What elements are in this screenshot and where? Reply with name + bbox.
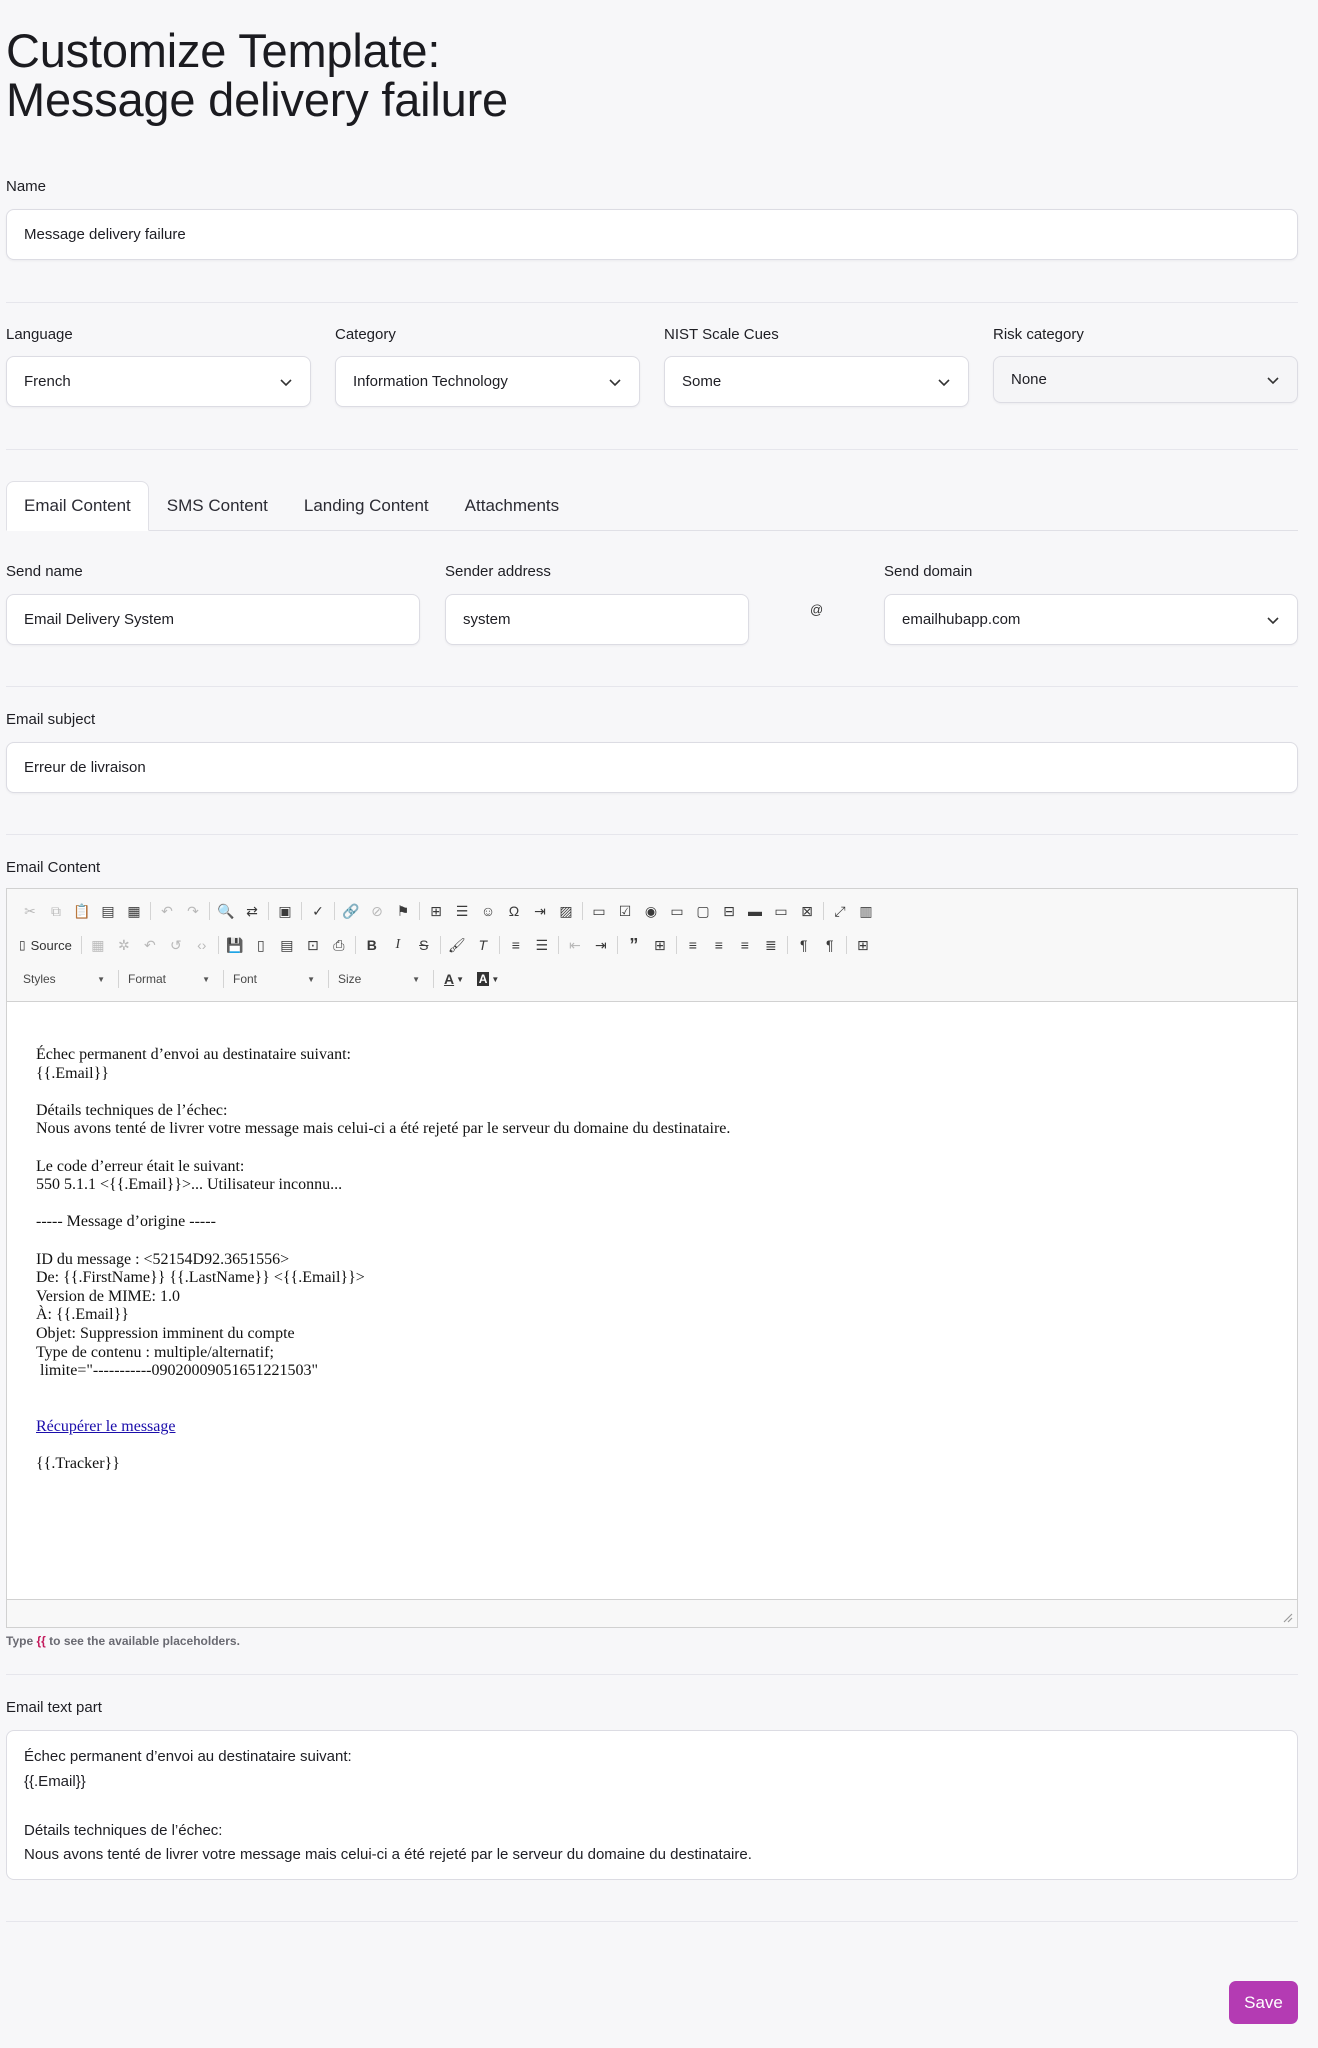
chevron-down-icon: [1266, 613, 1280, 627]
toolbar-separator: [81, 936, 82, 954]
styles-combo-label: Styles: [23, 972, 56, 986]
toolbar-separator: [334, 902, 335, 920]
tab-attachments[interactable]: Attachments: [464, 496, 560, 515]
nist-select[interactable]: [664, 356, 969, 407]
sender-address-label: Sender address: [445, 563, 551, 580]
toolbar-separator: [301, 902, 302, 920]
select-field-icon[interactable]: ⊟: [723, 902, 735, 919]
export-pdf-icon[interactable]: ▤: [280, 936, 294, 953]
save-icon[interactable]: 💾: [226, 936, 244, 953]
toolbar-separator: [499, 936, 500, 954]
background-color-icon[interactable]: A ▼: [478, 972, 500, 986]
recover-message-link[interactable]: Récupérer le message: [36, 1417, 176, 1435]
category-label: Category: [335, 326, 396, 343]
chevron-down-icon: [1266, 373, 1280, 387]
iframe-icon[interactable]: ↶: [143, 936, 156, 953]
maximize-icon[interactable]: ⤢: [834, 902, 846, 919]
toolbar-separator: [209, 902, 210, 920]
text-color-icon[interactable]: A ▼: [443, 971, 465, 987]
editor-toolbar: [7, 889, 1297, 1002]
undo-icon[interactable]: ↶: [161, 902, 173, 919]
select-all-icon[interactable]: ▣: [278, 902, 292, 919]
category-select[interactable]: [335, 356, 640, 407]
div-container-icon[interactable]: ▦: [91, 936, 105, 953]
tracker-placeholder: {{.Tracker}}: [36, 1455, 120, 1473]
hidden-field-icon[interactable]: ⊠: [801, 902, 813, 919]
font-combo[interactable]: [227, 967, 321, 991]
template-icon[interactable]: ✲: [117, 936, 130, 953]
toolbar-separator: [150, 902, 151, 920]
new-page-icon[interactable]: ▯: [256, 936, 265, 953]
language-label: Language: [6, 326, 73, 343]
toolbar-separator: [218, 936, 219, 954]
nist-value: Some: [682, 373, 722, 390]
toolbar-separator: [787, 936, 788, 954]
tab-sms-content[interactable]: SMS Content: [166, 496, 268, 515]
page-title: Customize Template: Message delivery failure: [6, 24, 508, 126]
send-domain-value: emailhubapp.com: [902, 611, 1021, 628]
horizontal-rule-icon[interactable]: ☰: [455, 902, 469, 919]
ltr-icon[interactable]: ¶: [800, 937, 808, 953]
email-subject-value: Erreur de livraison: [24, 759, 146, 776]
preview-icon[interactable]: ⊡: [306, 936, 319, 953]
align-center-icon[interactable]: ≡: [714, 937, 723, 953]
toolbar-separator: [355, 936, 356, 954]
copy-format-icon[interactable]: 🖌: [447, 936, 466, 953]
toolbar-separator: [433, 970, 434, 988]
risk-value: None: [1011, 371, 1047, 388]
smiley-icon[interactable]: ☺: [480, 903, 496, 919]
chevron-down-icon: [937, 375, 951, 389]
editor-content-area[interactable]: [7, 1002, 1297, 1600]
rich-text-editor: [6, 888, 1298, 1628]
spellcheck-icon[interactable]: ✓: [312, 902, 324, 919]
risk-label: Risk category: [993, 326, 1084, 343]
copy-icon[interactable]: ⧉: [51, 902, 61, 919]
language-select[interactable]: [6, 356, 311, 407]
tab-landing-content[interactable]: Landing Content: [303, 496, 429, 515]
size-combo-label: Size: [338, 972, 362, 986]
toolbar-separator: [676, 936, 677, 954]
sender-address-value: system: [463, 611, 511, 628]
email-body-text: Échec permanent d’envoi au destinataire suivant: {{.Email}} Détails techniques de l’échec: Nous avons tenté de livrer votre message mais celui-ci a été rejeté par le serveur du domaine du destinataire. Le code d’erreur était le suivant: 550 5.1.1 <{{.Email}}>... Utilisateur inconnu... ----- Message d’origine ----- ID du message : <52154D92.3651556> De: {{.FirstName}} {{.LastName}} <{{.Email}}> Version de MIME: 1.0 À: {{.Email}} Objet: Suppression imminent du compte Type de contenu : multiple/alternatif; limite="-----------0902000905165122150​3": [36, 1046, 731, 1380]
content-tabs: [6, 481, 1298, 531]
cut-icon[interactable]: ✂: [24, 902, 36, 919]
toolbar-separator: [223, 970, 224, 988]
unlink-icon[interactable]: ⊘: [371, 902, 383, 919]
language-dropdown-icon[interactable]: ⊞: [856, 936, 869, 953]
hint-prefix: Type: [6, 1634, 34, 1648]
create-div-icon[interactable]: ⊞: [653, 936, 666, 953]
link-icon[interactable]: 🔗: [342, 902, 360, 919]
risk-select[interactable]: [993, 356, 1298, 403]
send-name-value: Email Delivery System: [24, 611, 175, 628]
size-combo[interactable]: [332, 967, 426, 991]
tab-email-content[interactable]: Email Content: [6, 481, 149, 531]
italic-icon[interactable]: I: [395, 937, 401, 952]
email-text-part-textarea[interactable]: Échec permanent d’envoi au destinataire suivant: {{.Email}} Détails techniques de l’échec: Nous avons tenté de livrer votre message mais celui-ci a été rejeté par le serveur du domaine du destinataire.: [6, 1730, 1298, 1880]
save-button[interactable]: Save: [1229, 1981, 1298, 2024]
styles-combo[interactable]: [17, 967, 111, 991]
at-sign: @: [810, 602, 824, 617]
hint-placeholder: {{: [36, 1634, 46, 1648]
strikethrough-icon[interactable]: S: [419, 937, 429, 953]
sender-address-input[interactable]: [445, 594, 749, 645]
send-domain-select[interactable]: [884, 594, 1298, 645]
font-combo-label: Font: [233, 972, 258, 986]
toolbar-separator: [823, 902, 824, 920]
table-icon[interactable]: ⊞: [430, 902, 442, 919]
toolbar-separator: [328, 970, 329, 988]
toolbar-separator: [268, 902, 269, 920]
send-domain-label: Send domain: [884, 563, 973, 580]
toolbar-separator: [846, 936, 847, 954]
show-blocks-icon[interactable]: ▥: [859, 902, 873, 919]
print-icon[interactable]: ⎙: [333, 936, 345, 953]
divider: [6, 302, 1298, 303]
paste-text-icon[interactable]: ▤: [101, 902, 115, 919]
remove-format-icon[interactable]: T: [478, 937, 488, 953]
caret-down-icon: ▼: [412, 974, 420, 984]
flash-icon[interactable]: ↺: [169, 936, 182, 953]
textarea-icon[interactable]: ▢: [696, 902, 710, 919]
find-icon[interactable]: 🔍: [217, 902, 235, 919]
rtl-icon[interactable]: ¶: [826, 937, 834, 953]
toolbar-separator: [558, 936, 559, 954]
source-button[interactable]: [17, 932, 78, 958]
indent-icon[interactable]: ⇥: [594, 936, 607, 953]
name-value: Message delivery failure: [24, 226, 186, 243]
email-subject-label: Email subject: [6, 711, 96, 728]
bold-icon[interactable]: B: [366, 937, 377, 953]
name-label: Name: [6, 178, 47, 195]
align-left-icon[interactable]: ≡: [688, 937, 697, 953]
chevron-down-icon: [608, 375, 622, 389]
divider: [6, 834, 1298, 835]
divider: [6, 1921, 1298, 1922]
form-icon[interactable]: ▭: [592, 902, 606, 919]
toolbar-separator: [440, 936, 441, 954]
placeholder-hint: [6, 1634, 240, 1648]
image-icon[interactable]: ▨: [559, 902, 573, 919]
divider: [6, 1674, 1298, 1675]
hint-suffix: to see the available placeholders.: [49, 1634, 240, 1648]
align-justify-icon[interactable]: ≣: [764, 936, 777, 953]
category-value: Information Technology: [353, 373, 508, 390]
caret-down-icon: ▼: [307, 974, 315, 984]
blockquote-icon[interactable]: ”: [629, 934, 639, 955]
numbered-list-icon[interactable]: ≡: [511, 937, 520, 953]
align-right-icon[interactable]: ≡: [740, 937, 749, 953]
send-name-input[interactable]: [6, 594, 420, 645]
replace-icon[interactable]: ⇄: [246, 902, 258, 919]
bulleted-list-icon[interactable]: ☰: [535, 936, 549, 953]
nist-label: NIST Scale Cues: [664, 326, 779, 343]
divider: [6, 686, 1298, 687]
code-icon[interactable]: ‹›: [197, 937, 207, 953]
image-button-icon[interactable]: ▭: [774, 902, 788, 919]
chevron-down-icon: [279, 375, 293, 389]
caret-down-icon: ▼: [202, 974, 210, 984]
paste-word-icon[interactable]: ▦: [127, 902, 141, 919]
toolbar-separator: [582, 902, 583, 920]
resize-grip-icon[interactable]: [1281, 1611, 1293, 1623]
send-name-label: Send name: [6, 563, 83, 580]
toolbar-separator: [419, 902, 420, 920]
special-char-icon[interactable]: Ω: [508, 903, 520, 919]
source-icon: ▯: [19, 938, 26, 952]
toolbar-separator: [617, 936, 618, 954]
text-field-icon[interactable]: ▭: [670, 902, 684, 919]
button-field-icon[interactable]: ▬: [748, 903, 762, 919]
divider: [6, 449, 1298, 450]
email-text-part-label: Email text part: [6, 1699, 102, 1716]
toolbar-separator: [118, 970, 119, 988]
caret-down-icon: ▼: [97, 974, 105, 984]
format-combo[interactable]: [122, 967, 216, 991]
language-value: French: [24, 373, 71, 390]
anchor-flag-icon[interactable]: ⚑: [396, 902, 410, 919]
name-input[interactable]: [6, 209, 1298, 260]
outdent-icon[interactable]: ⇤: [568, 936, 581, 953]
email-subject-input[interactable]: [6, 742, 1298, 793]
email-content-label: Email Content: [6, 859, 101, 876]
format-combo-label: Format: [128, 972, 167, 986]
radio-icon[interactable]: ◉: [644, 902, 658, 919]
checkbox-icon[interactable]: ☑: [618, 902, 632, 919]
page-break-icon[interactable]: ⇥: [534, 902, 546, 919]
redo-icon[interactable]: ↷: [187, 902, 199, 919]
paste-icon[interactable]: 📋: [73, 902, 91, 919]
source-label: Source: [30, 937, 72, 953]
